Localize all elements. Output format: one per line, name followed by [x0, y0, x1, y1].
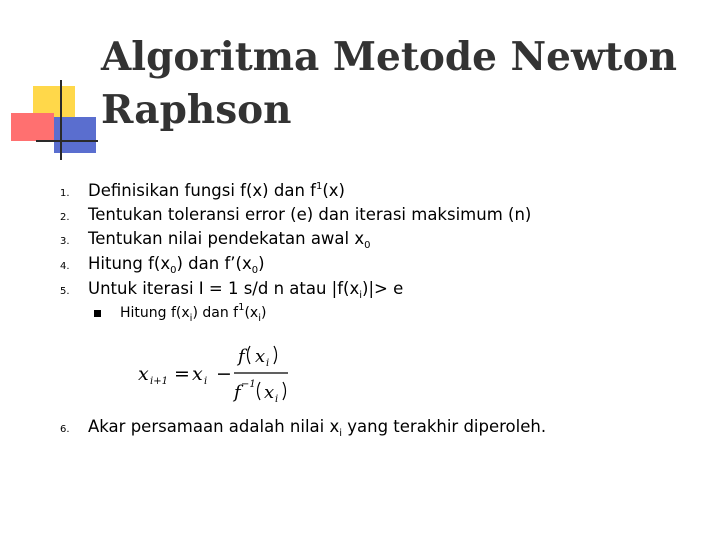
item-text: Akar persamaan adalah nilai $x_i$ yang terakhir diperoleh.: [88, 417, 547, 439]
formula-den-x: x: [264, 382, 275, 403]
formula-lhs: x: [138, 363, 149, 385]
item-number: 1.: [60, 188, 70, 199]
item-text: Tentukan toleransi error (e) dan iterasi maksimum (n): [88, 205, 532, 224]
item-text: Untuk iterasi I = 1 s/d n atau $|f(x_i)|> e$: [88, 279, 404, 301]
item-number: 2.: [60, 212, 70, 223]
formula-num-sub: i: [266, 358, 270, 369]
formula-lhs-sub: i+1: [150, 376, 168, 387]
red-rectangle: [11, 113, 54, 141]
square-bullet-icon: [94, 310, 101, 317]
formula-num-lparen: [248, 346, 251, 364]
vertical-divider: [60, 80, 62, 160]
item-text: Definisikan fungsi f(x) dan $f^1(x)$: [88, 181, 345, 200]
formula-den-sup: −1: [241, 379, 256, 390]
item-number: 4.: [60, 261, 70, 272]
slide-title: [101, 31, 701, 137]
item-number: 5.: [60, 286, 70, 297]
title-line-1: Algoritma Metode Newton: [101, 34, 677, 80]
horizontal-divider: [36, 140, 98, 142]
formula-num-x: x: [255, 346, 266, 367]
formula-minus: −: [216, 363, 232, 385]
formula-x: x: [192, 363, 203, 385]
formula-num-rparen: [274, 346, 277, 364]
sub-item-text: Hitung $f(x_i)$ dan $f^1(x_i)$: [120, 302, 267, 324]
formula-den-f: f: [234, 382, 241, 403]
formula-equals: =: [174, 363, 190, 385]
item-number: 6.: [60, 424, 70, 435]
item-text: Hitung $f(x_0)$ dan $f’(x_0)$: [88, 254, 265, 276]
formula-num-f: f: [238, 346, 245, 367]
formula-x-sub: i: [204, 376, 208, 387]
formula-den-rparen: [283, 382, 286, 400]
item-text: Tentukan nilai pendekatan awal $x_0$: [88, 229, 371, 251]
formula-den-sub: i: [275, 394, 279, 405]
title-line-2: Raphson: [101, 87, 292, 133]
item-number: 3.: [60, 236, 70, 247]
formula-den-lparen: [258, 382, 261, 400]
newton-raphson-formula: [130, 338, 300, 408]
